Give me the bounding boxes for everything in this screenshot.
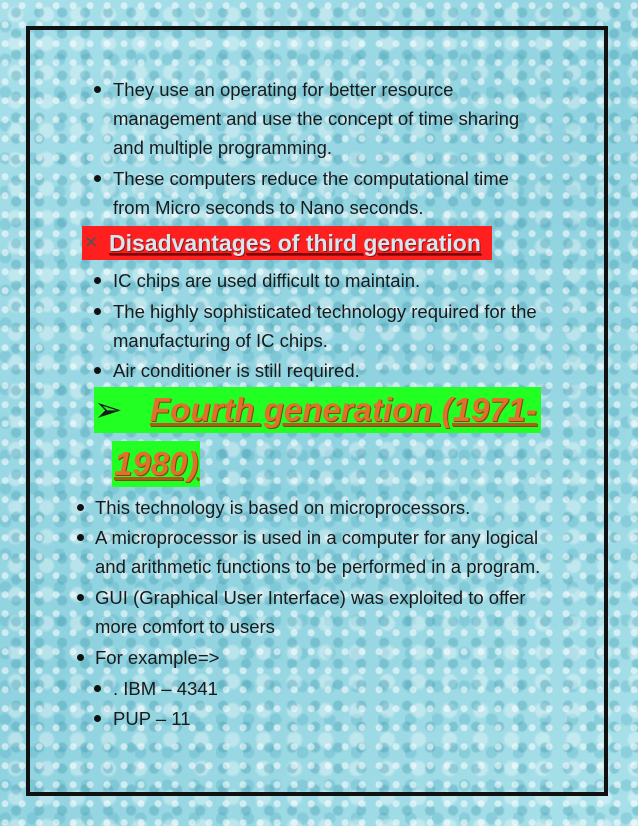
paragraph-line: from Micro seconds to Nano seconds.: [113, 197, 424, 218]
paragraph-line: IC chips are used difficult to maintain.: [113, 270, 421, 291]
section-heading-fourth-generation: Fourth generation (1971-: [150, 391, 537, 428]
bullet-dot: [94, 308, 101, 315]
example-item: . IBM – 4341: [113, 678, 218, 699]
paragraph-line: For example=>: [95, 647, 220, 668]
bullet-dot: [94, 86, 101, 93]
section-heading-disadvantages: Disadvantages of third generation: [109, 230, 481, 256]
arrow-bullet-icon: ➢: [94, 390, 123, 430]
bullet-dot: [94, 715, 101, 722]
bullet-dot: [77, 594, 84, 601]
example-item: PUP – 11: [113, 708, 191, 729]
paragraph-line: They use an operating for better resource: [113, 79, 454, 100]
x-mark-icon: ✕: [84, 233, 99, 253]
paragraph-line: management and use the concept of time sharing: [113, 108, 520, 129]
bullet-dot: [77, 504, 84, 511]
bullet-dot: [77, 654, 84, 661]
bullet-dot: [94, 175, 101, 182]
paragraph-line: A microprocessor is used in a computer for any logical: [95, 527, 539, 548]
paragraph-line: and multiple programming.: [113, 137, 333, 158]
bullet-dot: [94, 367, 101, 374]
bullet-dot: [94, 685, 101, 692]
paragraph-line: manufacturing of IC chips.: [113, 330, 328, 351]
paragraph-line: Air conditioner is still required.: [113, 360, 360, 381]
bullet-dot: [94, 277, 101, 284]
paragraph-line: These computers reduce the computational time: [113, 168, 509, 189]
paragraph-line: GUI (Graphical User Interface) was exploited to offer: [95, 587, 526, 608]
paragraph-line: This technology is based on microprocessors.: [95, 497, 471, 518]
section-heading-fourth-generation-cont: 1980): [114, 445, 199, 482]
bullet-dot: [77, 534, 84, 541]
paragraph-line: and arithmetic functions to be performed in a program.: [95, 556, 541, 577]
paragraph-line: more comfort to users: [95, 616, 275, 637]
paragraph-line: The highly sophisticated technology required for the: [113, 301, 537, 322]
